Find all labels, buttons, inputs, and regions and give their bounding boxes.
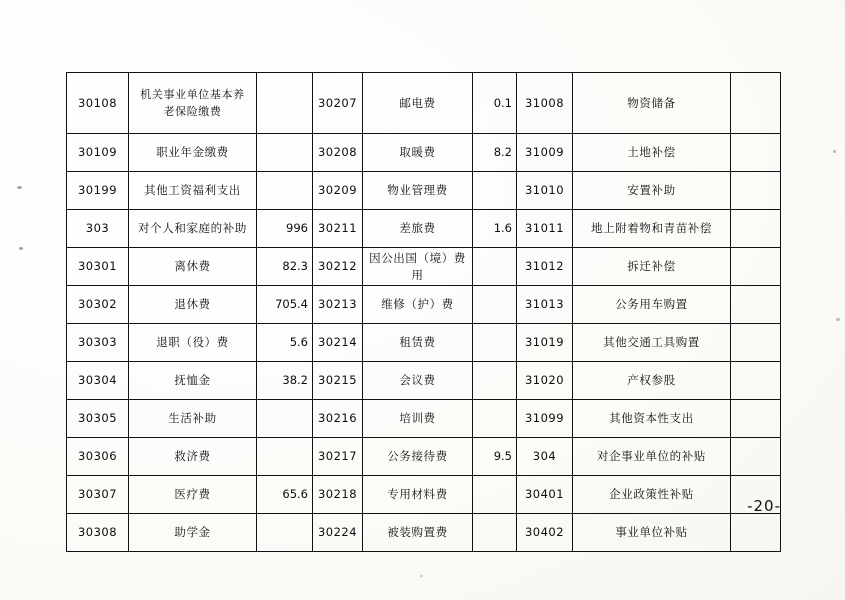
cell-code-2: 30224 [313,514,363,552]
cell-code-1: 303 [67,210,129,248]
cell-name-1-line-1: 机关事业单位基本养 [140,87,245,101]
table-row [67,362,781,400]
table-row [67,324,781,362]
cell-name-3: 其他资本性支出 [573,400,731,438]
cell-value-2 [473,514,517,552]
cell-value-1 [257,134,313,172]
table-row [67,210,781,248]
cell-name-1: 退休费 [129,286,257,324]
cell-name-3: 物资储备 [573,73,731,134]
cell-code-1: 30108 [67,73,129,134]
cell-code-3: 31008 [517,73,573,134]
cell-value-2: 0.1 [473,73,517,134]
cell-value-1 [257,73,313,134]
cell-value-1: 705.4 [257,286,313,324]
cell-value-3 [731,73,781,134]
cell-code-3: 31012 [517,248,573,286]
cell-value-2: 1.6 [473,210,517,248]
cell-code-2: 30212 [313,248,363,286]
scan-speck [833,150,836,153]
cell-value-3 [731,362,781,400]
cell-value-1: 996 [257,210,313,248]
cell-name-2: 差旅费 [363,210,473,248]
scan-speck [420,575,423,577]
cell-name-1: 对个人和家庭的补助 [129,210,257,248]
cell-code-2: 30216 [313,400,363,438]
cell-value-3 [731,172,781,210]
cell-name-1: 其他工资福利支出 [129,172,257,210]
cell-name-1: 医疗费 [129,476,257,514]
cell-name-3: 土地补偿 [573,134,731,172]
cell-name-3: 对企事业单位的补贴 [573,438,731,476]
cell-code-2: 30214 [313,324,363,362]
cell-value-1: 38.2 [257,362,313,400]
cell-code-1: 30307 [67,476,129,514]
cell-name-3: 企业政策性补贴 [573,476,731,514]
cell-code-3: 30402 [517,514,573,552]
table-row [67,172,781,210]
cell-name-3: 拆迁补偿 [573,248,731,286]
cell-name-2: 邮电费 [363,73,473,134]
cell-value-1 [257,400,313,438]
table-row [67,73,781,134]
cell-name-1: 退职（役）费 [129,324,257,362]
cell-name-3: 事业单位补贴 [573,514,731,552]
scan-speck [19,247,23,250]
cell-name-2: 被装购置费 [363,514,473,552]
cell-code-3: 31020 [517,362,573,400]
cell-value-1: 82.3 [257,248,313,286]
cell-name-1: 生活补助 [129,400,257,438]
cell-value-3 [731,324,781,362]
cell-code-3: 304 [517,438,573,476]
cell-name-3: 公务用车购置 [573,286,731,324]
cell-value-3 [731,514,781,552]
cell-name-2: 取暖费 [363,134,473,172]
cell-name-3: 其他交通工具购置 [573,324,731,362]
cell-value-2 [473,286,517,324]
cell-value-2 [473,476,517,514]
cell-value-1: 5.6 [257,324,313,362]
cell-name-2: 培训费 [363,400,473,438]
cell-code-1: 30304 [67,362,129,400]
table-row [67,286,781,324]
cell-code-2: 30208 [313,134,363,172]
cell-name-1: 职业年金缴费 [129,134,257,172]
cell-code-2: 30207 [313,73,363,134]
cell-name-2: 公务接待费 [363,438,473,476]
cell-code-1: 30306 [67,438,129,476]
table-row [67,438,781,476]
cell-value-2 [473,248,517,286]
cell-code-3: 31010 [517,172,573,210]
cell-code-2: 30209 [313,172,363,210]
cell-code-1: 30109 [67,134,129,172]
cell-code-1: 30302 [67,286,129,324]
cell-name-3: 地上附着物和青苗补偿 [573,210,731,248]
cell-name-1-line-2: 老保险缴费 [163,105,222,118]
cell-name-1: 助学金 [129,514,257,552]
cell-code-3: 31019 [517,324,573,362]
scan-speck [836,318,840,321]
cell-value-2: 9.5 [473,438,517,476]
budget-expenditure-table [66,72,781,552]
cell-name-1: 离休费 [129,248,257,286]
page-number: -20- [747,497,781,515]
cell-code-1: 30308 [67,514,129,552]
cell-code-3: 31011 [517,210,573,248]
cell-value-3 [731,210,781,248]
cell-code-2: 30218 [313,476,363,514]
cell-name-3: 产权参股 [573,362,731,400]
cell-name-1 [129,73,257,134]
cell-value-2: 8.2 [473,134,517,172]
table-row [67,248,781,286]
cell-value-2 [473,400,517,438]
cell-value-3 [731,400,781,438]
table-body [67,73,781,552]
cell-value-3 [731,134,781,172]
cell-name-1: 抚恤金 [129,362,257,400]
cell-name-2: 会议费 [363,362,473,400]
cell-code-1: 30305 [67,400,129,438]
cell-name-2: 因公出国（境）费用 [363,248,473,286]
cell-code-1: 30301 [67,248,129,286]
cell-name-2: 物业管理费 [363,172,473,210]
cell-code-2: 30213 [313,286,363,324]
cell-value-1: 65.6 [257,476,313,514]
cell-code-1: 30199 [67,172,129,210]
cell-name-1: 救济费 [129,438,257,476]
cell-value-3 [731,286,781,324]
table-row [67,514,781,552]
table-row [67,400,781,438]
cell-name-3: 安置补助 [573,172,731,210]
table-row [67,134,781,172]
cell-value-1 [257,438,313,476]
cell-value-1 [257,514,313,552]
cell-name-2: 专用材料费 [363,476,473,514]
cell-code-2: 30215 [313,362,363,400]
scan-speck [17,186,22,189]
cell-code-3: 31009 [517,134,573,172]
cell-code-3: 30401 [517,476,573,514]
cell-code-3: 31013 [517,286,573,324]
cell-code-1: 30303 [67,324,129,362]
cell-code-2: 30211 [313,210,363,248]
cell-code-2: 30217 [313,438,363,476]
cell-value-3 [731,438,781,476]
cell-name-2: 维修（护）费 [363,286,473,324]
cell-value-1 [257,172,313,210]
cell-value-2 [473,324,517,362]
cell-value-2 [473,362,517,400]
cell-name-2: 租赁费 [363,324,473,362]
cell-value-3 [731,248,781,286]
cell-code-3: 31099 [517,400,573,438]
table-row [67,476,781,514]
cell-value-2 [473,172,517,210]
